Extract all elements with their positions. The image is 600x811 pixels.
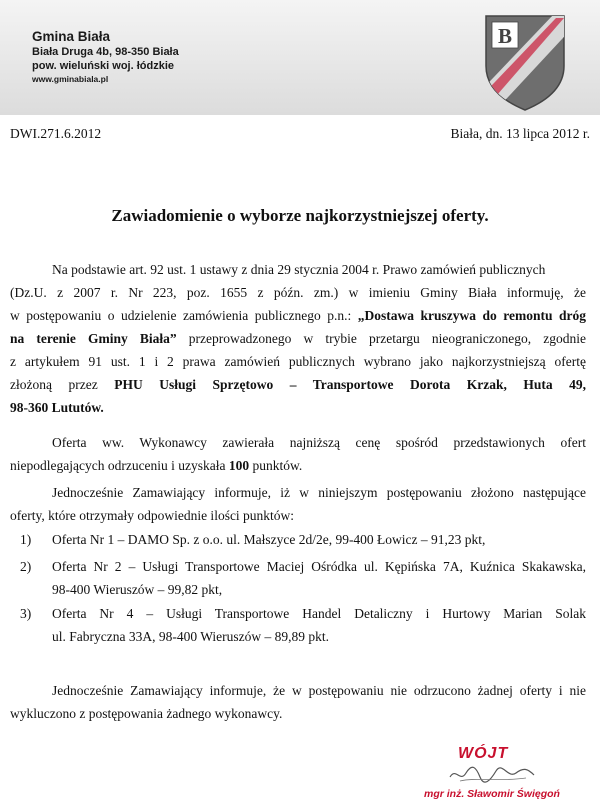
- crest-letter: B: [497, 24, 513, 48]
- text-segment: przeprowadzonego w trybie przetargu nieograniczonego, zgodnie: [188, 331, 587, 346]
- text-line: Jednocześnie Zamawiający informuje, iż w niniejszym postępowaniu złożono następujące: [52, 485, 586, 500]
- contract-name-part: „Dostawa kruszywa do remontu dróg: [357, 308, 587, 323]
- list-item-continuation: 98-400 Wieruszów – 99,82 pkt,: [52, 582, 223, 597]
- text-line: [10, 375, 586, 395]
- list-number: 2): [20, 559, 32, 574]
- place-date: Biała, dn. 13 lipca 2012 r.: [450, 126, 590, 141]
- contract-name-part: na terenie Gminy Biała”: [10, 331, 177, 346]
- text-line: [10, 306, 586, 326]
- org-address: Biała Druga 4b, 98-350 Biała: [32, 46, 179, 58]
- org-district: pow. wieluński woj. łódzkie: [32, 60, 175, 72]
- points-value: 100: [228, 458, 250, 473]
- list-number: 1): [20, 532, 32, 547]
- signatory-name: mgr inż. Sławomir Święgoń: [424, 788, 560, 800]
- text-line: Oferta ww. Wykonawcy zawierała najniższą cenę spośród przedstawionych ofert: [52, 435, 586, 450]
- document-number: DWI.271.6.2012: [10, 126, 102, 141]
- text-line: oferty, które otrzymały odpowiednie ilości punktów:: [10, 508, 295, 523]
- text-segment: niepodlegających odrzuceniu i uzyskała: [10, 458, 226, 473]
- text-line: wykluczono z postępowania żadnego wykonawcy.: [10, 706, 283, 721]
- list-item-continuation: ul. Fabryczna 33A, 98-400 Wieruszów – 89,89 pkt.: [52, 629, 330, 644]
- letterhead-text: [32, 28, 179, 85]
- text-line: [10, 456, 302, 476]
- text-segment: złożoną przez: [10, 377, 98, 392]
- coat-of-arms-icon: [484, 14, 566, 112]
- signatory-title: WÓJT: [458, 745, 509, 762]
- list-item: Oferta Nr 1 – DAMO Sp. z o.o. ul. Małszyce 2d/2e, 99-400 Łowicz – 91,23 pkt,: [52, 532, 486, 547]
- list-number: 3): [20, 606, 32, 621]
- text-segment: w postępowaniu o udzielenie zamówienia publicznego p.n.:: [10, 308, 352, 323]
- text-segment: punktów.: [252, 458, 303, 473]
- text-line: Jednocześnie Zamawiający informuje, że w postępowaniu nie odrzucono żadnej oferty i nie: [52, 683, 586, 698]
- document-title: Zawiadomienie o wyborze najkorzystniejszej oferty.: [111, 206, 489, 225]
- list-item: Oferta Nr 4 – Usługi Transportowe Handel Detaliczny i Hurtowy Marian Solak: [52, 606, 586, 621]
- signature-scribble-icon: [446, 763, 536, 785]
- text-line: (Dz.U. z 2007 r. Nr 223, poz. 1655 z późn. zm.) w imieniu Gminy Biała informuję, że: [10, 285, 586, 300]
- list-item: Oferta Nr 2 – Usługi Transportowe Maciej Ośródka ul. Kępińska 7A, Kuźnica Skakawska,: [52, 559, 586, 574]
- org-website: www.gminabiala.pl: [32, 74, 109, 84]
- text-line: Na podstawie art. 92 ust. 1 ustawy z dnia 29 stycznia 2004 r. Prawo zamówień publicznych: [52, 262, 546, 277]
- winner-address: 98-360 Lututów.: [10, 400, 104, 415]
- text-line: z artykułem 91 ust. 1 i 2 prawa zamówień publicznych wybrano jako najkorzystniejszą ofertę: [10, 354, 586, 369]
- winner-name: PHU Usługi Sprzętowo – Transportowe Dorota Krzak, Huta 49,: [114, 377, 586, 392]
- text-line: [10, 329, 586, 349]
- org-name: Gmina Biała: [32, 29, 111, 44]
